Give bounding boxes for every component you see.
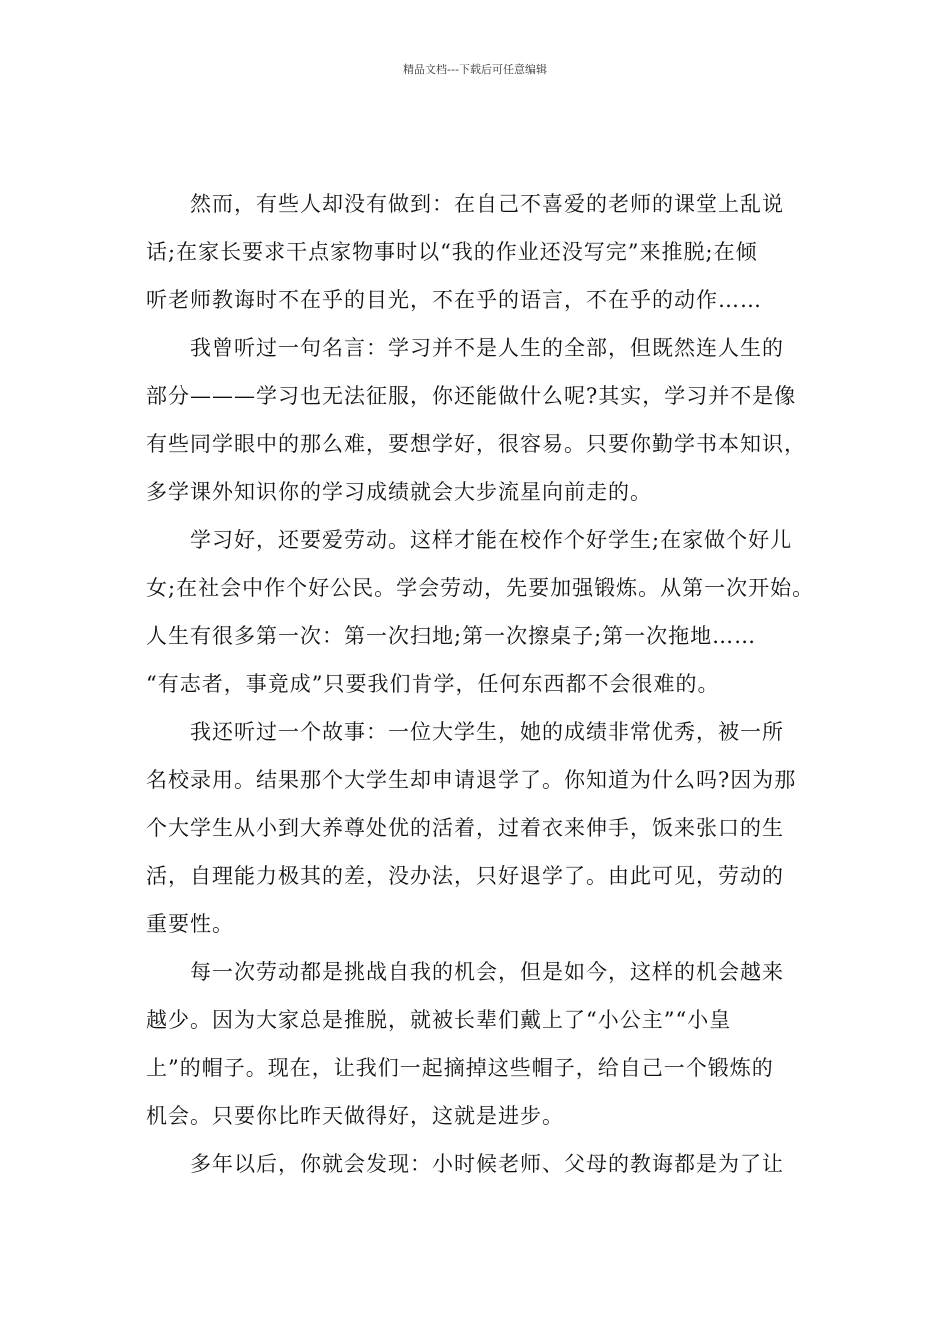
- document-body: [146, 180, 815, 1188]
- text-line: 人生有很多第一次：第一次扫地;第一次擦桌子;第一次拖地……: [146, 624, 757, 648]
- paragraph: [146, 708, 810, 948]
- text-line: 每一次劳动都是挑战自我的机会，但是如今，这样的机会越来: [190, 960, 784, 984]
- paragraph: [146, 180, 810, 324]
- text-line: 多学课外知识你的学习成绩就会大步流星向前走的。: [146, 480, 652, 504]
- text-line: 女;在社会中作个好公民。学会劳动，先要加强锻炼。从第一次开始。: [146, 576, 815, 600]
- text-line: 名校录用。结果那个大学生却申请退学了。你知道为什么吗?因为那: [146, 768, 797, 792]
- text-line: 然而，有些人却没有做到：在自己不喜爱的老师的课堂上乱说: [190, 192, 784, 216]
- text-line: 听老师教诲时不在乎的目光，不在乎的语言，不在乎的动作……: [146, 288, 762, 312]
- text-line: 多年以后，你就会发现：小时候老师、父母的教诲都是为了让: [190, 1152, 784, 1176]
- text-line: 我曾听过一句名言：学习并不是人生的全部，但既然连人生的: [190, 336, 784, 360]
- text-line: 重要性。: [146, 912, 234, 936]
- text-line: 有些同学眼中的那么难，要想学好，很容易。只要你勤学书本知识，: [146, 432, 806, 456]
- paragraph: [146, 324, 810, 516]
- paragraph: [146, 1140, 810, 1188]
- page-header-watermark: 精品文档---下载后可任意编辑: [403, 63, 547, 76]
- text-line: 个大学生从小到大养尊处优的活着，过着衣来伸手，饭来张口的生: [146, 816, 784, 840]
- text-line: 学习好，还要爱劳动。这样才能在校作个好学生;在家做个好儿: [190, 528, 793, 552]
- text-line: 话;在家长要求干点家物事时以“我的作业还没写完”来推脱;在倾: [146, 240, 758, 264]
- paragraph: [146, 516, 815, 708]
- text-line: 上”的帽子。现在，让我们一起摘掉这些帽子，给自己一个锻炼的: [146, 1056, 774, 1080]
- paragraph: [146, 948, 810, 1140]
- text-line: 活，自理能力极其的差，没办法，只好退学了。由此可见，劳动的: [146, 864, 784, 888]
- text-line: “有志者，事竟成”只要我们肯学，任何东西都不会很难的。: [146, 672, 720, 696]
- text-line: 越少。因为大家总是推脱，就被长辈们戴上了“小公主”“小皇: [146, 1008, 732, 1032]
- text-line: 我还听过一个故事：一位大学生，她的成绩非常优秀，被一所: [190, 720, 784, 744]
- text-line: 部分———学习也无法征服，你还能做什么呢?其实，学习并不是像: [146, 384, 797, 408]
- text-line: 机会。只要你比昨天做得好，这就是进步。: [146, 1104, 564, 1128]
